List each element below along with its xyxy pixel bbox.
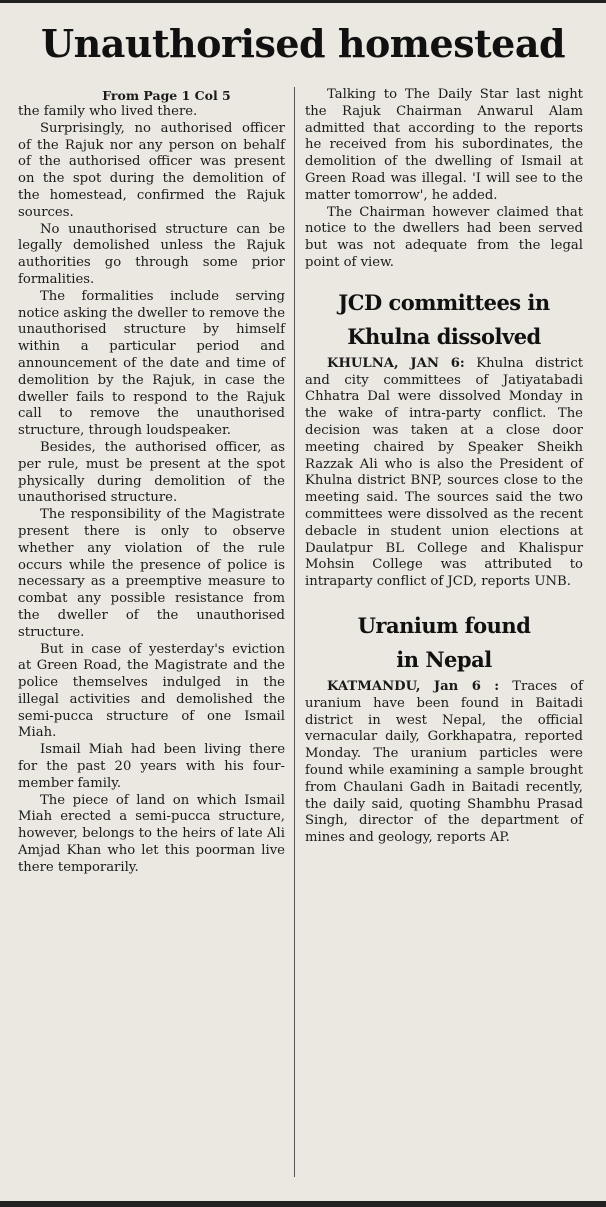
left-column: [18, 87, 285, 877]
uranium-story-headline: [305, 609, 583, 677]
article-paragraph: the family who lived there.: [18, 104, 198, 119]
article-paragraph: The responsibility of the Magistrate present there is only to observe whether any violation of the rule occurs while the presence of police is necessary as a preemptive measure to combat any possible resistance from the dweller of the unauthorised structure.: [18, 507, 285, 640]
uranium-headline-line-1: Uranium found: [357, 612, 531, 638]
main-headline: Unauthorised homestead: [40, 21, 566, 66]
uranium-story-text: Traces of uranium have been found in Baitadi district in west Nepal, the official vernacular daily, Gorkhapatra, reported Monday. The uranium particles were found while examining a sample brought from Chaulani Gadh in Baitadi recently, the daily said, quoting Shambhu Prasad Singh, director of the department of mines and geology, reports AP.: [305, 678, 583, 846]
jcd-headline-line-1: JCD committees in: [338, 289, 550, 315]
continued-from-label: From Page 1 Col 5: [102, 88, 231, 103]
right-column: [305, 87, 583, 847]
uranium-story-body: [305, 679, 583, 847]
article-paragraph: Talking to The Daily Star last night the Rajuk Chairman Anwarul Alam admitted that according to the reports he received from his subordinates, the demolition of the dwelling of Ismail at Green Road was illegal. 'I will see to the matter tomorrow', he added.: [305, 87, 583, 203]
article-paragraph: Besides, the authorised officer, as per rule, must be present at the spot physically during demolition of the unauthorised structure.: [18, 439, 285, 506]
jcd-headline-line-2: Khulna dissolved: [347, 323, 541, 349]
article-paragraph: The Chairman however claimed that notice to the dwellers had been served but was not adequate from the legal point of view.: [305, 204, 583, 270]
article-paragraph: But in case of yesterday's eviction at Green Road, the Magistrate and the police themselves indulged in the illegal activities and demolished the semi-pucca structure of one Ismail Miah.: [18, 641, 285, 741]
article-paragraph: Surprisingly, no authorised officer of the Rajuk nor any person on behalf of the authorised officer was present on the spot during the demolition of the homestead, confirmed the Rajuk sources.: [18, 120, 285, 220]
article-paragraph: Ismail Miah had been living there for the past 20 years with his four-member family.: [18, 742, 285, 791]
article-paragraph: No unauthorised structure can be legally demolished unless the Rajuk authorities go through some prior formalities.: [18, 221, 285, 287]
column-divider: [294, 87, 295, 1177]
uranium-headline-line-2: in Nepal: [396, 646, 492, 672]
jcd-story-body: [305, 356, 583, 591]
jcd-story-text: Khulna district and city committees of Jatiyatabadi Chhatra Dal were dissolved Monday in the wake of intra-party conflict. The decision was taken at a close door meeting chaired by Speaker Sheikh Razzak Ali who is also the President of Khulna district BNP, sources close to the meeting said. The sources said the two committees were dissolved as the recent debacle in student union elections at Daulatpur BL College and Khalispur Mohsin College was attributed to intraparty conflict of JCD, reports UNB.: [305, 355, 584, 590]
uranium-dateline: KATMANDU, Jan 6 :: [327, 678, 500, 694]
article-paragraph: The piece of land on which Ismail Miah erected a semi-pucca structure, however, belongs to the heirs of late Ali Amjad Khan who let this poorman live there temporarily.: [18, 792, 285, 875]
article-paragraph: The formalities include serving notice asking the dweller to remove the unauthorised structure by himself within a particular period and announcement of the date and time of demolition by the Rajuk, in case the dweller fails to respond to the Rajuk call to remove the unauthorised structure, through loudspeaker.: [18, 288, 285, 439]
jcd-dateline: KHULNA, JAN 6:: [327, 355, 465, 371]
jcd-story-headline: [305, 286, 583, 354]
